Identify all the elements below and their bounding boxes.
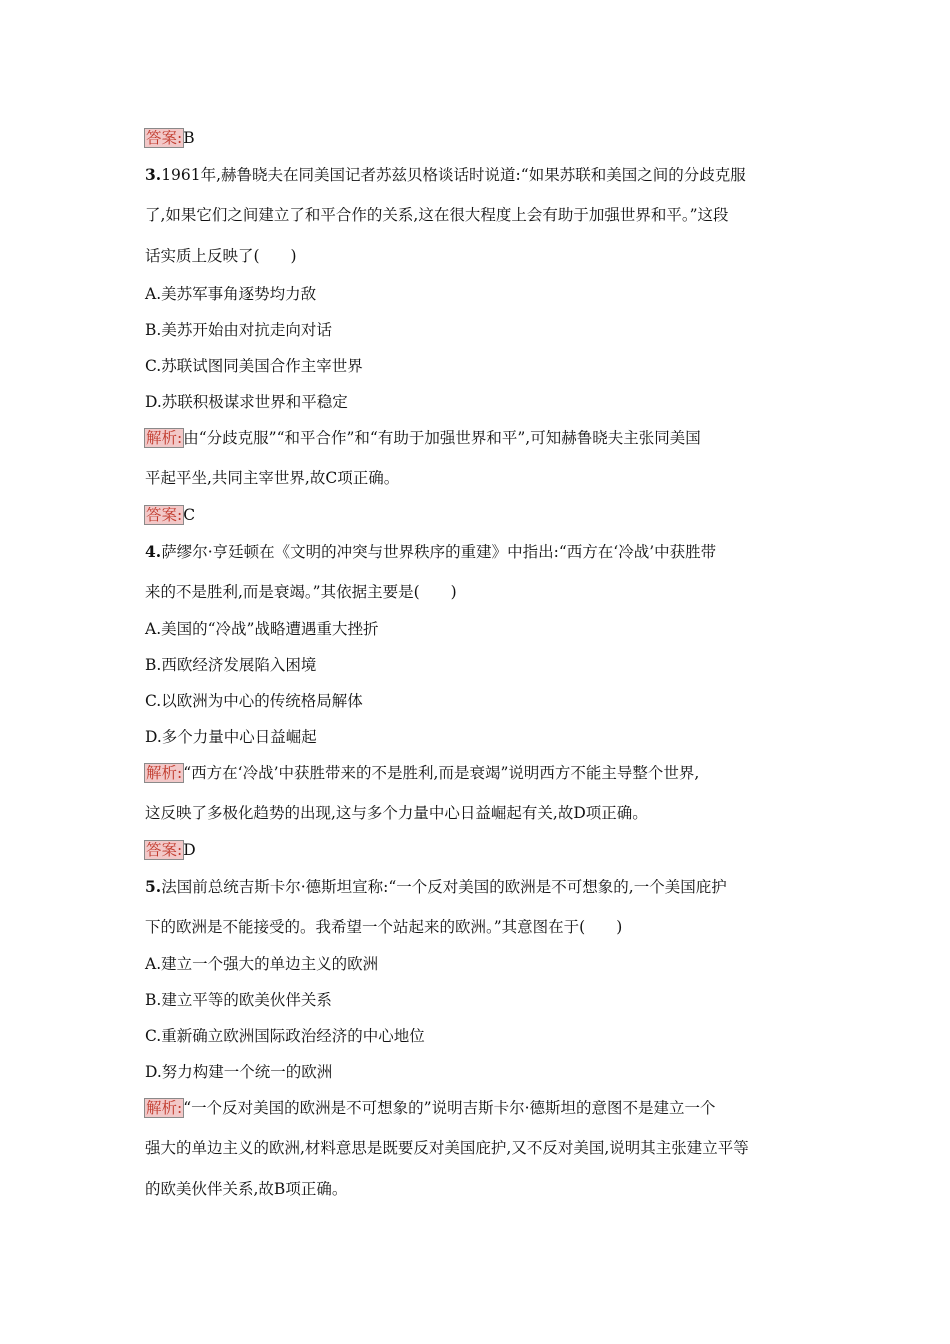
analysis-tag: 解析: — [146, 764, 183, 782]
analysis-line-3: 的欧美伙伴关系,故B项正确。 — [145, 1180, 348, 1198]
answer-line — [145, 128, 195, 148]
analysis-line-1 — [145, 763, 699, 783]
answer-tag: 答案: — [146, 506, 183, 524]
option-b: B.西欧经济发展陷入困境 — [145, 656, 317, 674]
question-text: 1961年,赫鲁晓夫在同美国记者苏兹贝格谈话时说道:“如果苏联和美国之间的分歧克服 — [161, 166, 746, 184]
option-d: D.苏联积极谋求世界和平稳定 — [145, 393, 348, 411]
analysis-line-2: 强大的单边主义的欧洲,材料意思是既要反对美国庇护,又不反对美国,说明其主张建立平等 — [145, 1139, 749, 1157]
analysis-line-2: 这反映了多极化趋势的出现,这与多个力量中心日益崛起有关,故D项正确。 — [145, 804, 648, 822]
analysis-tag: 解析: — [146, 1099, 183, 1117]
answer-line — [145, 505, 195, 525]
answer-tag: 答案: — [146, 841, 183, 859]
option-c: C.重新确立欧洲国际政治经济的中心地位 — [145, 1027, 425, 1045]
option-a: A.美苏军事角逐势均力敌 — [145, 285, 317, 303]
answer-value: D — [183, 841, 196, 859]
analysis-line-1 — [145, 428, 701, 448]
option-b: B.建立平等的欧美伙伴关系 — [145, 991, 332, 1009]
question-4-line-1 — [145, 542, 716, 562]
answer-value: B — [183, 129, 195, 147]
answer-value: C — [183, 506, 196, 524]
question-5-line-1 — [145, 877, 727, 897]
question-text: 萨缪尔·亨廷顿在《文明的冲突与世界秩序的重建》中指出:“西方在‘冷战’中获胜带 — [161, 543, 717, 561]
question-3-line-1 — [145, 165, 746, 185]
question-5-line-2: 下的欧洲是不能接受的。我希望一个站起来的欧洲。”其意图在于( ) — [145, 918, 623, 936]
answer-line — [145, 840, 196, 860]
analysis-text: “一个反对美国的欧洲是不可想象的”说明吉斯卡尔·德斯坦的意图不是建立一个 — [183, 1099, 716, 1117]
question-4-line-2: 来的不是胜利,而是衰竭。”其依据主要是( ) — [145, 583, 457, 601]
answer-tag: 答案: — [146, 129, 183, 147]
option-d: D.努力构建一个统一的欧洲 — [145, 1063, 333, 1081]
question-text: 法国前总统吉斯卡尔·德斯坦宣称:“一个反对美国的欧洲是不可想象的,一个美国庇护 — [161, 878, 727, 896]
analysis-line-2: 平起平坐,共同主宰世界,故C项正确。 — [145, 469, 400, 487]
question-number: 4. — [145, 542, 162, 561]
question-3-line-3: 话实质上反映了( ) — [145, 247, 297, 265]
option-c: C.苏联试图同美国合作主宰世界 — [145, 357, 363, 375]
option-a: A.建立一个强大的单边主义的欧洲 — [145, 955, 379, 973]
question-number: 3. — [145, 165, 162, 184]
option-b: B.美苏开始由对抗走向对话 — [145, 321, 332, 339]
option-c: C.以欧洲为中心的传统格局解体 — [145, 692, 363, 710]
question-number: 5. — [145, 877, 162, 896]
option-d: D.多个力量中心日益崛起 — [145, 728, 317, 746]
analysis-text: “西方在‘冷战’中获胜带来的不是胜利,而是衰竭”说明西方不能主导整个世界, — [183, 764, 700, 782]
option-a: A.美国的“冷战”战略遭遇重大挫折 — [145, 620, 379, 638]
analysis-text: 由“分歧克服”“和平合作”和“有助于加强世界和平”,可知赫鲁晓夫主张同美国 — [183, 429, 701, 447]
analysis-tag: 解析: — [146, 429, 183, 447]
question-3-line-2: 了,如果它们之间建立了和平合作的关系,这在很大程度上会有助于加强世界和平。”这段 — [145, 206, 729, 224]
analysis-line-1 — [145, 1098, 716, 1118]
